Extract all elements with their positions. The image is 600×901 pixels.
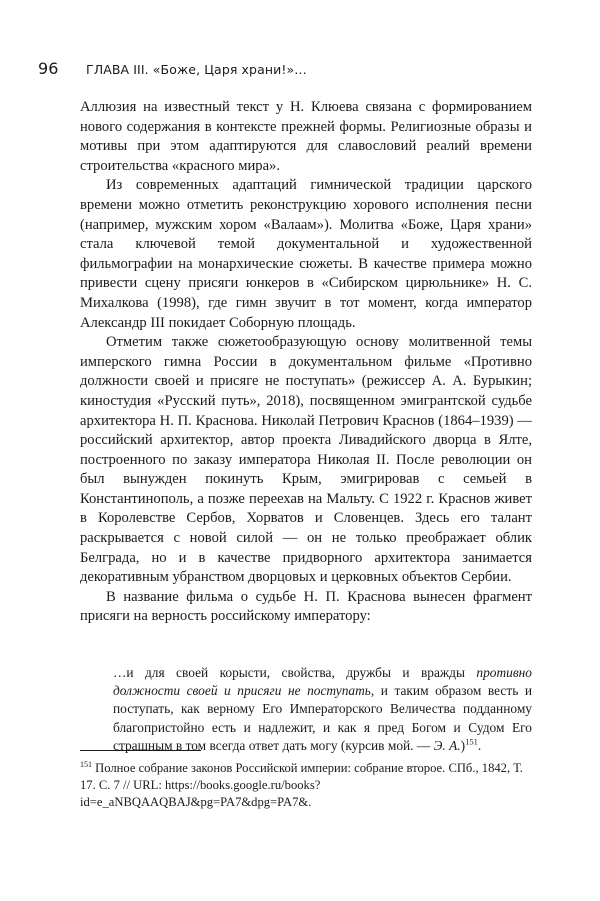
quote-text-1: …и для своей корысти, свойства, дружбы и вражды: [113, 665, 477, 680]
paragraph-3: Отметим также сюжетообразующую основу молитвенной темы имперского гимна России в документальном фильме «Противно должности своей и присяге не поступать» (режиссер А. А. Бурыкин; киностудия «Русский путь», 2018), посвященном эмигрантской судьбе архитектора Н. П. Краснова. Николай Петрович Краснов (1864–1939) — российский архитектор, автор проекта Ливадийского дворца в Ялте, построенного по заказу императора Николая II. После революции он был вынужден покинуть Крым, эмигрировав с семьей в Константинополь, а позже переехав на Мальту. С 1922 г. Краснов живет в Королевстве Сербов, Хорватов и Словенцев. Здесь его талант раскрывается с новой силой — он не только преображает облик Белграда, но и в качестве придворного архитектора занимается декоративным убранством дворцовых и церковных объектов Сербии.: [80, 334, 532, 586]
page-header: [38, 59, 560, 78]
paragraph-4: В название фильма о судьбе Н. П. Краснова вынесен фрагмент присяги на верность российскому императору:: [80, 588, 532, 625]
footnote-text: Полное собрание законов Российской империи: собрание второе. СПб., 1842, Т. 17. С. 7 // URL: https://books.google.ru/books?id=e_aNBQAAQBAJ&pg=PA7&dpg=PA7&.: [80, 761, 523, 809]
paragraph-1: Аллюзия на известный текст у Н. Клюева связана с формированием нового содержания в контексте прежней формы. Религиозные образы и мотивы при этом адаптируются для славословий реалий времени строительства «красного мира».: [80, 99, 532, 174]
quote-end: .: [477, 737, 482, 753]
footnote: [80, 760, 532, 810]
quote-italic-title: противно должности своей и присяги не поступать: [113, 665, 532, 699]
footnote-number: 151: [80, 759, 92, 769]
quote-text-3: ): [460, 737, 466, 753]
paragraph-2: Из современных адаптаций гимнической традиции царского времени можно отметить реконструкцию хорового исполнения песни (например, мужским хором «Валаам»). Молитва «Боже, Царя храни» стала ключевой темой документальной и художественной фильмографии на монархические сюжеты. В качестве примера можно привести сцену присяги юнкеров в «Сибирском цирюльнике» Н. С. Михалкова (1998), где гимн звучит в тот момент, когда император Александр III покидает Соборную площадь.: [80, 177, 532, 331]
quote-italic-initials: Э. А.: [433, 737, 461, 753]
body-text: [80, 98, 532, 627]
block-quote: [113, 664, 532, 755]
footnote-reference[interactable]: 151: [465, 736, 478, 747]
quote-text-2: , и таким образом весть и поступать, как верному Его Императорского Величества подданному благопристойно есть и надлежит, и как я пред Богом и Судом Его страшным в том всегда ответ дать могу (курсив мой. —: [113, 683, 533, 753]
running-head: ГЛАВА III. «Боже, Царя храни!»…: [86, 62, 307, 77]
page-number: 96: [38, 59, 59, 78]
footnote-divider: [80, 750, 201, 751]
